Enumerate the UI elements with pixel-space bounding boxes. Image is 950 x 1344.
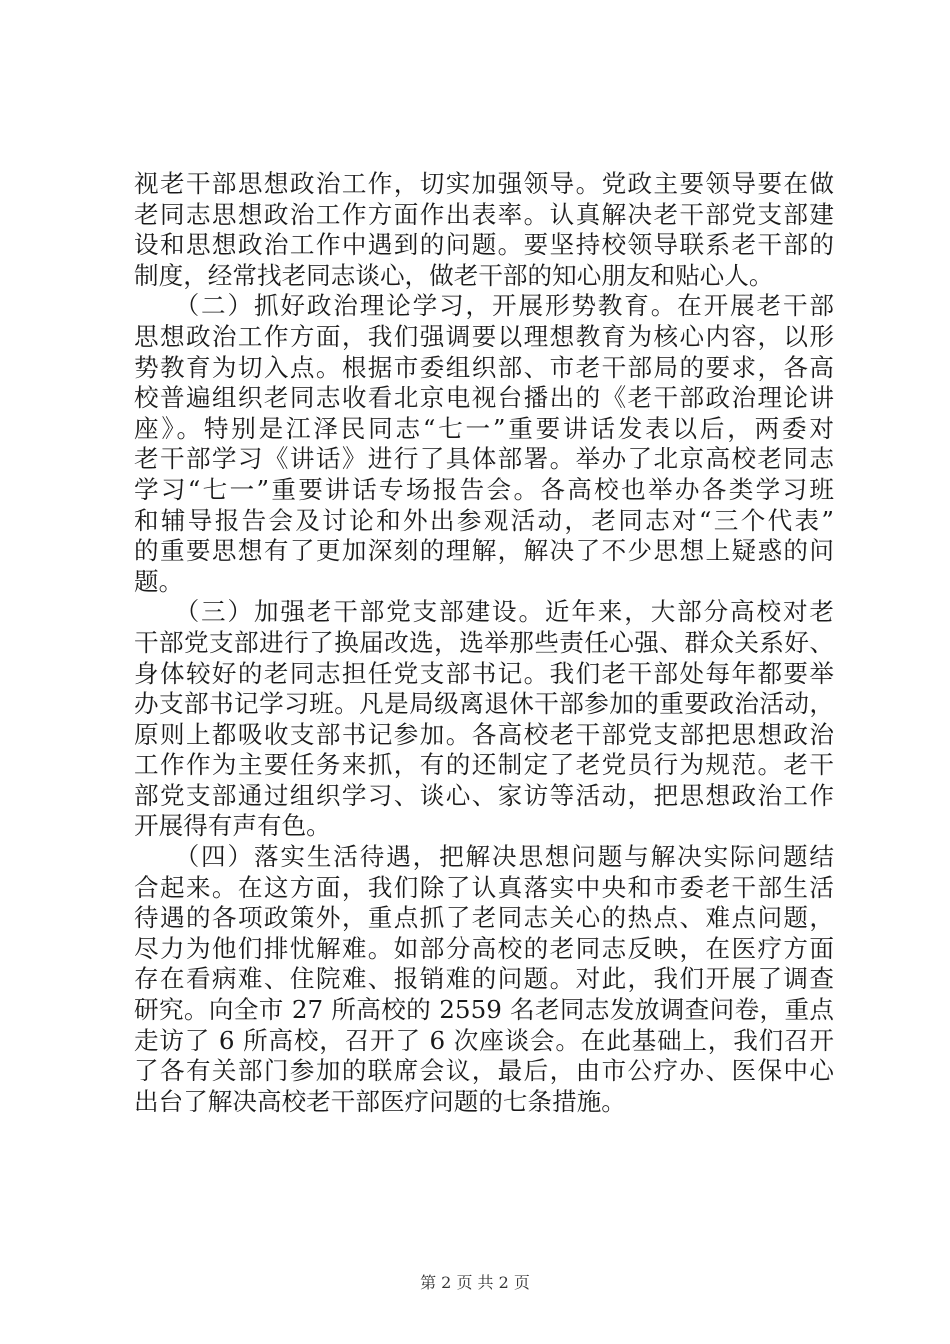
text-line: 存在看病难、住院难、报销难的问题。对此，我们开展了调查 xyxy=(134,964,834,994)
text-line: 学习“七一”重要讲话专场报告会。各高校也举办各类学习班 xyxy=(134,474,834,504)
text-line: 势教育为切入点。根据市委组织部、市老干部局的要求，各高 xyxy=(134,352,834,382)
body-text xyxy=(134,169,834,1117)
text-line: 尽力为他们排忧解难。如部分高校的老同志反映，在医疗方面 xyxy=(134,933,834,963)
text-line: 研究。向全市 27 所高校的 2559 名老同志发放调查问卷，重点 xyxy=(134,995,834,1025)
page-footer: 第 2 页 共 2 页 xyxy=(420,1273,530,1292)
text-line: 老干部学习《讲话》进行了具体部署。举办了北京高校老同志 xyxy=(134,444,834,474)
text-line: 制度，经常找老同志谈心，做老干部的知心朋友和贴心人。 xyxy=(134,260,774,290)
text-line: 的重要思想有了更加深刻的理解，解决了不少思想上疑惑的问 xyxy=(134,536,834,566)
text-line: 身体较好的老同志担任党支部书记。我们老干部处每年都要举 xyxy=(134,658,834,688)
text-line: 思想政治工作方面，我们强调要以理想教育为核心内容，以形 xyxy=(134,321,834,351)
text-line: （四）落实生活待遇，把解决思想问题与解决实际问题结 xyxy=(134,842,834,872)
text-line: 视老干部思想政治工作，切实加强领导。党政主要领导要在做 xyxy=(134,169,834,198)
text-line: 工作作为主要任务来抓，有的还制定了老党员行为规范。老干 xyxy=(134,750,834,780)
text-line: 座》。特别是江泽民同志“七一”重要讲话发表以后，两委对 xyxy=(134,413,834,443)
text-line: 老同志思想政治工作方面作出表率。认真解决老干部党支部建 xyxy=(134,199,834,229)
text-line: 题。 xyxy=(134,566,184,596)
text-line: （二）抓好政治理论学习，开展形势教育。在开展老干部 xyxy=(134,291,834,321)
text-line: 了各有关部门参加的联席会议，最后，由市公疗办、医保中心 xyxy=(134,1056,834,1086)
text-line: 开展得有声有色。 xyxy=(134,811,331,841)
text-line: （三）加强老干部党支部建设。近年来，大部分高校对老 xyxy=(134,597,834,627)
text-line: 干部党支部进行了换届改选，选举那些责任心强、群众关系好、 xyxy=(134,627,834,657)
text-line: 办支部书记学习班。凡是局级离退休干部参加的重要政治活动， xyxy=(134,689,834,719)
text-line: 走访了 6 所高校，召开了 6 次座谈会。在此基础上，我们召开 xyxy=(134,1025,834,1055)
text-line: 待遇的各项政策外，重点抓了老同志关心的热点、难点问题， xyxy=(134,903,834,933)
text-line: 校普遍组织老同志收看北京电视台播出的《老干部政治理论讲 xyxy=(134,383,834,413)
text-line: 出台了解决高校老干部医疗问题的七条措施。 xyxy=(134,1086,626,1116)
text-line: 和辅导报告会及讨论和外出参观活动，老同志对“三个代表” xyxy=(134,505,834,535)
text-line: 设和思想政治工作中遇到的问题。要坚持校领导联系老干部的 xyxy=(134,230,834,260)
text-line: 原则上都吸收支部书记参加。各高校老干部党支部把思想政治 xyxy=(134,719,834,749)
text-line: 部党支部通过组织学习、谈心、家访等活动，把思想政治工作 xyxy=(134,780,834,810)
text-line: 合起来。在这方面，我们除了认真落实中央和市委老干部生活 xyxy=(134,872,834,902)
